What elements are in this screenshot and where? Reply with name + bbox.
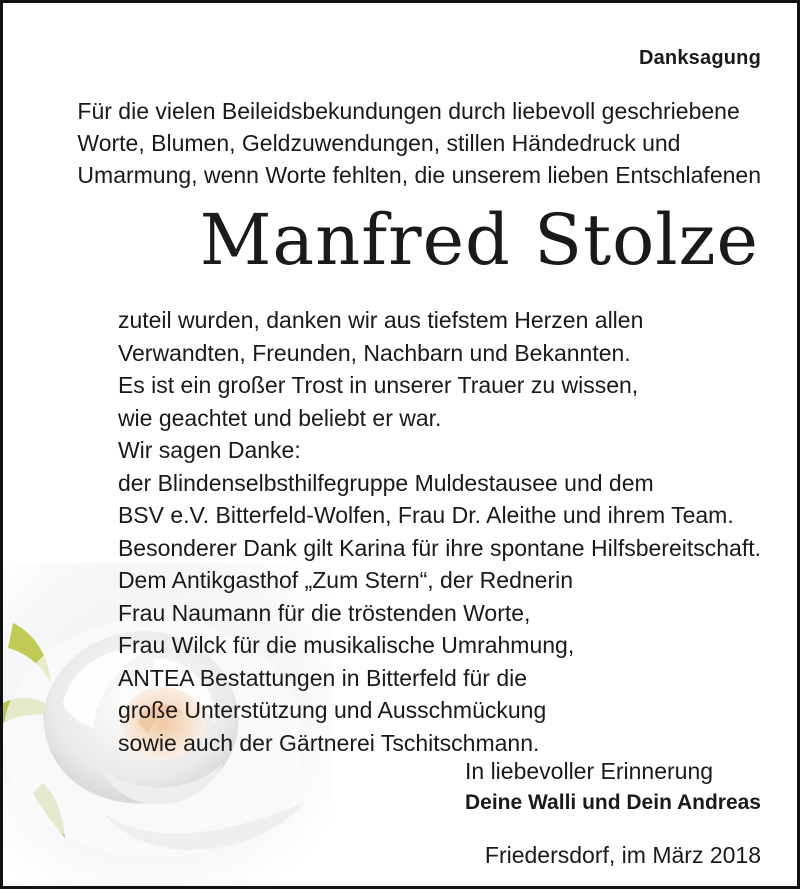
intro-paragraph [77,95,761,191]
intro-line: Umarmung, wenn Worte fehlten, die unserem lieben Entschlafenen [77,162,761,188]
signature: Deine Walli und Dein Andreas [465,791,761,814]
closing-block [465,755,761,819]
body-line: Frau Naumann für die tröstenden Worte, [117,599,531,626]
body-line: Verwandten, Freunden, Nachbarn und Bekannten. [117,339,631,366]
notice-heading: Danksagung [638,47,761,69]
body-line: BSV e.V. Bitterfeld-Wolfen, Frau Dr. Aleithe und ihrem Team. [117,502,734,528]
intro-line: Worte, Blumen, Geldzuwendungen, stillen Händedruck und [77,130,681,156]
body-line: Dem Antikgasthof „Zum Stern“, der Rednerin [117,567,574,593]
intro-line: Für die vielen Beileidsbekundungen durch liebevoll geschriebene [77,98,740,124]
body-line: ANTEA Bestattungen in Bitterfeld für die [117,664,528,691]
thanks-paragraph [118,304,761,759]
body-line: Besonderer Dank gilt Karina für ihre spontane Hilfsbereitschaft. [117,534,761,561]
body-line: der Blindenselbsthilfegruppe Muldestausee und dem [117,469,654,496]
body-line: wie geachtet und beliebt er war. [117,404,442,431]
body-line: Frau Wilck für die musikalische Umrahmung, [117,632,575,658]
body-line: Wir sagen Danke: [117,437,301,463]
body-line: große Unterstützung und Ausschmückung [117,697,547,723]
body-line: sowie auch der Gärtnerei Tschitschmann. [117,729,540,756]
body-line: zuteil wurden, danken wir aus tiefstem Herzen allen [117,307,644,333]
place-date: Friedersdorf, im März 2018 [484,842,761,868]
body-line: Es ist ein großer Trost in unserer Trauer zu wissen, [117,372,639,398]
closing-line: In liebevoller Erinnerung [465,758,714,784]
deceased-name: Manfred Stolze [199,199,759,281]
